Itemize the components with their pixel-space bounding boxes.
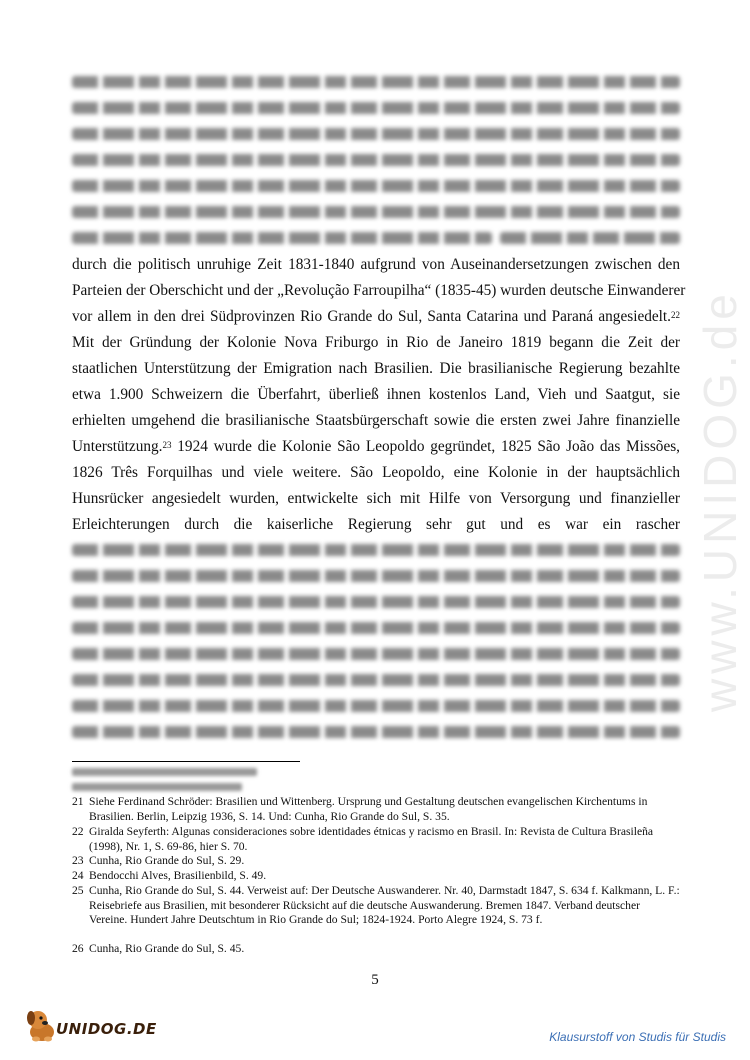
footnote-25: 25 Cunha, Rio Grande do Sul, S. 44. Verweist auf: Der Deutsche Auswanderer. Nr. 40, Darmstadt 1847, S. 634 f. Kalkmann, L. F.: Reisebriefe aus Brasilien, mit besonderer Rücksicht auf die deutsche Auswanderung. Bremen 1847. Verband deutscher Vereine. Hundert Jahre Deutschtum in Rio Grande do Sul; 1824-1924. Porto Alegre 1924, S. 73 f. bbox=[72, 884, 680, 927]
body-line-3: vor allem in den drei Südprovinzen Rio Grande do Sul, Santa Catarina und Paraná angesiedelt.$^{22}$ bbox=[72, 308, 680, 325]
page-number: 5 bbox=[371, 972, 379, 988]
footnote-23: 23 Cunha, Rio Grande do Sul, S. 29. bbox=[72, 854, 245, 867]
footnote-24: 24 Bendocchi Alves, Brasilienbild, S. 49. bbox=[72, 869, 267, 882]
footnote-ref-23: 23 bbox=[162, 440, 172, 450]
body-line-11: Erleichterungen durch die kaiserliche Regierung sehr gut und es war ein rascher bbox=[72, 516, 680, 533]
dog-mascot-icon bbox=[24, 1006, 60, 1044]
logo-text: UNIDOG.DE bbox=[56, 1020, 157, 1038]
footnote-26: 26 Cunha, Rio Grande do Sul, S. 45. bbox=[72, 942, 245, 955]
footnote-ref-22: 22 bbox=[671, 310, 680, 320]
body-line-8: Unterstützung.$^{23}$ 1924 wurde die Kolonie São Leopoldo gegründet, 1825 São João das Missões, bbox=[72, 438, 681, 455]
footnote-rule bbox=[72, 761, 300, 762]
body-line-9: 1826 Três Forquilhas und viele weitere. São Leopoldo, eine Kolonie in der hauptsächlich bbox=[72, 464, 680, 481]
body-line-2: Parteien der Oberschicht und der „Revolução Farroupilha“ (1835-45) wurden deutsche Einwanderer bbox=[72, 282, 686, 299]
unidog-logo[interactable] bbox=[24, 1006, 157, 1044]
body-line-5: staatlichen Unterstützung der Emigration nach Brasilien. Die brasilianische Regierung bezahlte bbox=[72, 360, 680, 377]
body-line-4: Mit der Gründung der Kolonie Nova Friburgo in Rio de Janeiro 1819 begann die Zeit der bbox=[72, 334, 680, 351]
body-line-6: etwa 1.900 Schweizern die Überfahrt, überließ ihnen kostenlos Land, Vieh und Saatgut, sie bbox=[72, 386, 680, 403]
body-line-10: Hunsrücker angesiedelt wurden, entwickelte sich mit Hilfe von Versorgung und finanzieller bbox=[72, 490, 680, 507]
body-line-1: durch die politisch unruhige Zeit 1831-1840 aufgrund von Auseinandersetzungen zwischen den bbox=[72, 256, 680, 273]
body-line-7: erhielten umgehend die brasilianische Staatsbürgerschaft sowie die ersten zwei Jahre finanzielle bbox=[72, 412, 680, 429]
footnote-22: 22 Giralda Seyferth: Algunas consideraciones sobre identidades étnicas y racismo en Brasil. In: Revista de Cultura Brasileña (1998), Nr. 1, S. 69-86, hier S. 70. bbox=[72, 825, 654, 853]
footnote-21: 21 Siehe Ferdinand Schröder: Brasilien und Wittenberg. Ursprung und Gestaltung deutschen evangelischen Kirchentums in Brasilien. Berlin, Leipzig 1936, S. 14. Und: Cunha, Rio Grande do Sul, S. 35. bbox=[72, 795, 648, 823]
footer-tagline: Klausurstoff von Studis für Studis bbox=[549, 1030, 726, 1044]
watermark: www.UNIDOG.de bbox=[694, 289, 746, 712]
